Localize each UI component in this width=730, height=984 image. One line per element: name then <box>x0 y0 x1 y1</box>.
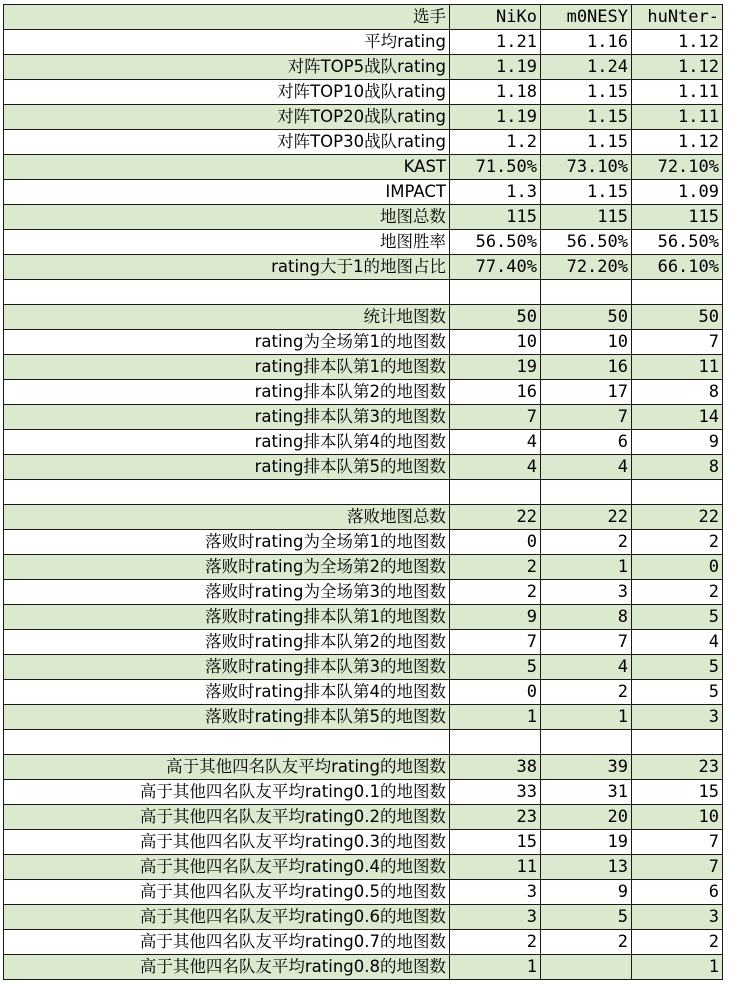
value-cell[interactable]: 4 <box>450 455 541 480</box>
value-cell[interactable] <box>450 480 541 505</box>
value-cell[interactable]: 11 <box>632 355 723 380</box>
table-row <box>4 130 723 155</box>
value-cell[interactable]: 115 <box>541 205 632 230</box>
player-name-cell[interactable]: huNter- <box>632 5 723 30</box>
value-cell[interactable]: 5 <box>632 680 723 705</box>
row-label-cell[interactable]: 高于其他四名队友平均rating0.5的地图数 <box>4 880 450 905</box>
table-row <box>4 255 723 280</box>
value-cell[interactable] <box>632 730 723 755</box>
value-cell[interactable]: 6 <box>541 430 632 455</box>
value-cell[interactable]: 7 <box>450 405 541 430</box>
table-row <box>4 180 723 205</box>
row-label-cell[interactable]: 高于其他四名队友平均rating0.2的地图数 <box>4 805 450 830</box>
value-cell[interactable]: 20 <box>541 805 632 830</box>
value-cell[interactable]: 1.19 <box>450 55 541 80</box>
row-label-cell[interactable]: 对阵TOP5战队rating <box>4 55 450 80</box>
row-label-cell[interactable]: rating排本队第2的地图数 <box>4 380 450 405</box>
value-cell[interactable]: 50 <box>450 305 541 330</box>
value-cell[interactable]: 115 <box>450 205 541 230</box>
table-row <box>4 755 723 780</box>
value-cell[interactable]: 19 <box>541 830 632 855</box>
table-row <box>4 505 723 530</box>
value-cell[interactable]: 56.50% <box>450 230 541 255</box>
value-cell[interactable]: 3 <box>541 580 632 605</box>
table-row <box>4 155 723 180</box>
value-cell[interactable]: 5 <box>632 605 723 630</box>
row-label-cell[interactable]: 对阵TOP30战队rating <box>4 130 450 155</box>
row-label-cell[interactable]: rating排本队第5的地图数 <box>4 455 450 480</box>
row-label-cell[interactable]: 统计地图数 <box>4 305 450 330</box>
value-cell[interactable]: 1 <box>450 955 541 980</box>
value-cell[interactable]: 1 <box>541 705 632 730</box>
stats-spreadsheet <box>3 4 723 980</box>
row-label-cell[interactable]: 高于其他四名队友平均rating的地图数 <box>4 755 450 780</box>
value-cell[interactable]: 9 <box>632 430 723 455</box>
table-row <box>4 830 723 855</box>
row-label-cell[interactable]: 落败时rating为全场第1的地图数 <box>4 530 450 555</box>
row-label-cell[interactable]: 对阵TOP20战队rating <box>4 105 450 130</box>
table-row <box>4 30 723 55</box>
value-cell[interactable]: 3 <box>632 905 723 930</box>
value-cell[interactable]: 33 <box>450 780 541 805</box>
value-cell[interactable]: 1 <box>541 555 632 580</box>
value-cell[interactable]: 4 <box>541 455 632 480</box>
row-label-cell[interactable]: 地图胜率 <box>4 230 450 255</box>
value-cell[interactable]: 1.2 <box>450 130 541 155</box>
value-cell[interactable]: 1.15 <box>541 80 632 105</box>
value-cell[interactable]: 13 <box>541 855 632 880</box>
value-cell[interactable]: 71.50% <box>450 155 541 180</box>
value-cell[interactable] <box>541 955 632 980</box>
value-cell[interactable]: 1.12 <box>632 130 723 155</box>
row-label-cell[interactable]: rating排本队第1的地图数 <box>4 355 450 380</box>
value-cell[interactable]: 1 <box>632 955 723 980</box>
row-label-cell[interactable]: 高于其他四名队友平均rating0.1的地图数 <box>4 780 450 805</box>
player-name-cell[interactable]: m0NESY <box>541 5 632 30</box>
value-cell[interactable]: 22 <box>632 505 723 530</box>
table-row <box>4 530 723 555</box>
table-row <box>4 680 723 705</box>
table-row <box>4 655 723 680</box>
value-cell[interactable]: 1.09 <box>632 180 723 205</box>
row-label-cell[interactable]: 对阵TOP10战队rating <box>4 80 450 105</box>
value-cell[interactable]: 8 <box>632 455 723 480</box>
player-name-cell[interactable]: NiKo <box>450 5 541 30</box>
value-cell[interactable]: 2 <box>450 930 541 955</box>
value-cell[interactable]: 66.10% <box>632 255 723 280</box>
value-cell[interactable]: 6 <box>632 880 723 905</box>
value-cell[interactable] <box>541 480 632 505</box>
value-cell[interactable]: 2 <box>450 580 541 605</box>
value-cell[interactable]: 72.10% <box>632 155 723 180</box>
row-label-cell[interactable]: 高于其他四名队友平均rating0.7的地图数 <box>4 930 450 955</box>
value-cell[interactable]: 3 <box>450 905 541 930</box>
value-cell[interactable]: 23 <box>450 805 541 830</box>
value-cell[interactable]: 7 <box>541 630 632 655</box>
value-cell[interactable]: 7 <box>632 330 723 355</box>
table-row <box>4 930 723 955</box>
blank-row <box>4 280 723 305</box>
row-label-cell[interactable] <box>4 280 450 305</box>
value-cell[interactable]: 38 <box>450 755 541 780</box>
row-label-cell[interactable]: 高于其他四名队友平均rating0.3的地图数 <box>4 830 450 855</box>
table-row <box>4 705 723 730</box>
value-cell[interactable]: 72.20% <box>541 255 632 280</box>
row-label-cell[interactable]: 落败时rating为全场第2的地图数 <box>4 555 450 580</box>
table-row <box>4 455 723 480</box>
table-row <box>4 330 723 355</box>
table-row <box>4 380 723 405</box>
table-row <box>4 555 723 580</box>
table-row <box>4 905 723 930</box>
table-row <box>4 105 723 130</box>
header-label-cell[interactable]: 选手 <box>4 5 450 30</box>
value-cell[interactable] <box>541 280 632 305</box>
value-cell[interactable]: 1.12 <box>632 30 723 55</box>
value-cell[interactable]: 23 <box>632 755 723 780</box>
row-label-cell[interactable]: 落败时rating排本队第4的地图数 <box>4 680 450 705</box>
value-cell[interactable] <box>541 730 632 755</box>
value-cell[interactable]: 16 <box>450 380 541 405</box>
value-cell[interactable]: 7 <box>541 405 632 430</box>
table-row <box>4 805 723 830</box>
row-label-cell[interactable]: 高于其他四名队友平均rating0.6的地图数 <box>4 905 450 930</box>
value-cell[interactable] <box>632 280 723 305</box>
value-cell[interactable] <box>450 280 541 305</box>
value-cell[interactable]: 15 <box>632 780 723 805</box>
table-row <box>4 880 723 905</box>
table-row <box>4 630 723 655</box>
value-cell[interactable]: 7 <box>450 630 541 655</box>
value-cell[interactable]: 73.10% <box>541 155 632 180</box>
table-row <box>4 780 723 805</box>
value-cell[interactable]: 0 <box>632 555 723 580</box>
value-cell[interactable]: 1.11 <box>632 105 723 130</box>
value-cell[interactable]: 1.15 <box>541 105 632 130</box>
row-label-cell[interactable]: IMPACT <box>4 180 450 205</box>
value-cell[interactable]: 1 <box>450 705 541 730</box>
value-cell[interactable]: 1.19 <box>450 105 541 130</box>
value-cell[interactable]: 1.18 <box>450 80 541 105</box>
value-cell[interactable]: 15 <box>450 830 541 855</box>
value-cell[interactable]: 10 <box>541 330 632 355</box>
row-label-cell[interactable]: 落败时rating排本队第5的地图数 <box>4 705 450 730</box>
value-cell[interactable]: 50 <box>541 305 632 330</box>
value-cell[interactable]: 50 <box>632 305 723 330</box>
value-cell[interactable]: 115 <box>632 205 723 230</box>
table-row <box>4 305 723 330</box>
value-cell[interactable]: 0 <box>450 680 541 705</box>
blank-row <box>4 480 723 505</box>
value-cell[interactable] <box>632 480 723 505</box>
table-row <box>4 205 723 230</box>
value-cell[interactable]: 9 <box>541 880 632 905</box>
value-cell[interactable]: 1.12 <box>632 55 723 80</box>
value-cell[interactable]: 1.3 <box>450 180 541 205</box>
table-row <box>4 55 723 80</box>
value-cell[interactable]: 7 <box>632 855 723 880</box>
value-cell[interactable]: 2 <box>541 530 632 555</box>
value-cell[interactable]: 2 <box>541 930 632 955</box>
row-label-cell[interactable]: 地图总数 <box>4 205 450 230</box>
value-cell[interactable]: 8 <box>632 380 723 405</box>
table-row <box>4 955 723 980</box>
value-cell[interactable]: 5 <box>632 655 723 680</box>
value-cell[interactable]: 11 <box>450 855 541 880</box>
row-label-cell[interactable]: 落败地图总数 <box>4 505 450 530</box>
value-cell[interactable]: 2 <box>632 580 723 605</box>
value-cell[interactable]: 77.40% <box>450 255 541 280</box>
table-row <box>4 355 723 380</box>
value-cell[interactable]: 4 <box>632 630 723 655</box>
value-cell[interactable]: 10 <box>632 805 723 830</box>
value-cell[interactable]: 2 <box>632 530 723 555</box>
value-cell[interactable]: 2 <box>450 555 541 580</box>
row-label-cell[interactable]: 落败时rating为全场第3的地图数 <box>4 580 450 605</box>
table-row <box>4 230 723 255</box>
value-cell[interactable]: 3 <box>632 705 723 730</box>
value-cell[interactable]: 56.50% <box>632 230 723 255</box>
value-cell[interactable]: 1.11 <box>632 80 723 105</box>
value-cell[interactable]: 10 <box>450 330 541 355</box>
row-label-cell[interactable]: rating大于1的地图占比 <box>4 255 450 280</box>
table-row <box>4 80 723 105</box>
value-cell[interactable]: 19 <box>450 355 541 380</box>
value-cell[interactable]: 9 <box>450 605 541 630</box>
value-cell[interactable]: 1.16 <box>541 30 632 55</box>
value-cell[interactable] <box>450 730 541 755</box>
value-cell[interactable]: 16 <box>541 355 632 380</box>
row-label-cell[interactable] <box>4 480 450 505</box>
row-label-cell[interactable]: 平均rating <box>4 30 450 55</box>
table-row <box>4 855 723 880</box>
value-cell[interactable]: 22 <box>541 505 632 530</box>
value-cell[interactable]: 7 <box>632 830 723 855</box>
value-cell[interactable]: 4 <box>450 430 541 455</box>
header-row <box>4 5 723 30</box>
table-row <box>4 605 723 630</box>
value-cell[interactable]: 5 <box>541 905 632 930</box>
table-row <box>4 405 723 430</box>
row-label-cell[interactable]: 高于其他四名队友平均rating0.4的地图数 <box>4 855 450 880</box>
value-cell[interactable]: 22 <box>450 505 541 530</box>
value-cell[interactable]: 56.50% <box>541 230 632 255</box>
spreadsheet-body <box>4 5 723 980</box>
value-cell[interactable]: 17 <box>541 380 632 405</box>
value-cell[interactable]: 1.15 <box>541 130 632 155</box>
value-cell[interactable]: 1.24 <box>541 55 632 80</box>
value-cell[interactable]: 14 <box>632 405 723 430</box>
row-label-cell[interactable]: KAST <box>4 155 450 180</box>
value-cell[interactable]: 3 <box>450 880 541 905</box>
value-cell[interactable]: 1.21 <box>450 30 541 55</box>
value-cell[interactable]: 5 <box>450 655 541 680</box>
row-label-cell[interactable]: 落败时rating排本队第3的地图数 <box>4 655 450 680</box>
value-cell[interactable]: 4 <box>541 655 632 680</box>
row-label-cell[interactable]: 落败时rating排本队第1的地图数 <box>4 605 450 630</box>
row-label-cell[interactable]: rating排本队第3的地图数 <box>4 405 450 430</box>
row-label-cell[interactable]: 落败时rating排本队第2的地图数 <box>4 630 450 655</box>
row-label-cell[interactable]: 高于其他四名队友平均rating0.8的地图数 <box>4 955 450 980</box>
value-cell[interactable]: 2 <box>632 930 723 955</box>
value-cell[interactable]: 39 <box>541 755 632 780</box>
table-row <box>4 580 723 605</box>
row-label-cell[interactable]: rating排本队第4的地图数 <box>4 430 450 455</box>
value-cell[interactable]: 8 <box>541 605 632 630</box>
value-cell[interactable]: 31 <box>541 780 632 805</box>
value-cell[interactable]: 1.15 <box>541 180 632 205</box>
table-row <box>4 430 723 455</box>
blank-row <box>4 730 723 755</box>
row-label-cell[interactable] <box>4 730 450 755</box>
row-label-cell[interactable]: rating为全场第1的地图数 <box>4 330 450 355</box>
value-cell[interactable]: 0 <box>450 530 541 555</box>
value-cell[interactable]: 2 <box>541 680 632 705</box>
